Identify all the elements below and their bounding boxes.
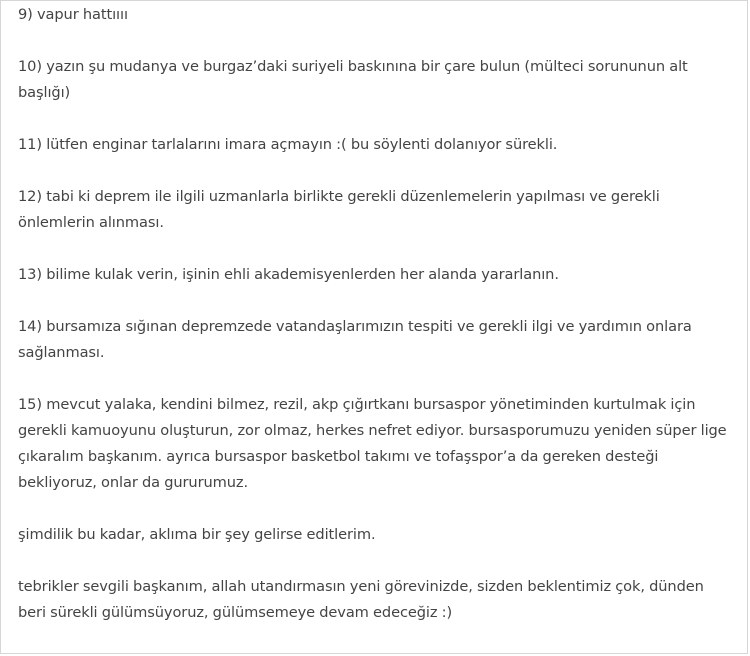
closing-congrats: tebrikler sevgili başkanım, allah utandırmasın yeni görevinizde, sizden beklentimiz çok, dünden beri sürekli gülümsüyoruz, gülümsemeye devam edeceğiz :) (18, 578, 704, 621)
item-15: 15) mevcut yalaka, kendini bilmez, rezil, akp çığırtkanı bursaspor yönetiminden kurtulmak için gerekli kamuoyunu oluşturun, zor olmaz, herkes nefret ediyor. bursasporumuzu yeniden süper lige çıkaralım başkanım. ayrıca bursaspor basketbol takımı ve tofaşspor’a da gereken desteği bekliyoruz, onlar da gururumuz. (18, 396, 727, 491)
entry-content (18, 2, 734, 652)
item-9: 9) vapur hattıııı (18, 6, 128, 23)
item-13: 13) bilime kulak verin, işinin ehli akademisyenlerden her alanda yararlanın. (18, 266, 559, 283)
item-10: 10) yazın şu mudanya ve burgaz’daki suriyeli baskınına bir çare bulun (mülteci sorununun alt başlığı) (18, 58, 688, 101)
closing-note: şimdilik bu kadar, aklıma bir şey gelirse editlerim. (18, 526, 376, 543)
item-11: 11) lütfen enginar tarlalarını imara açmayın :( bu söylenti dolanıyor sürekli. (18, 136, 558, 153)
item-12: 12) tabi ki deprem ile ilgili uzmanlarla birlikte gerekli düzenlemelerin yapılması ve gerekli önlemlerin alınması. (18, 188, 660, 231)
item-14: 14) bursamıza sığınan depremzede vatandaşlarımızın tespiti ve gerekli ilgi ve yardımın onlara sağlanması. (18, 318, 692, 361)
